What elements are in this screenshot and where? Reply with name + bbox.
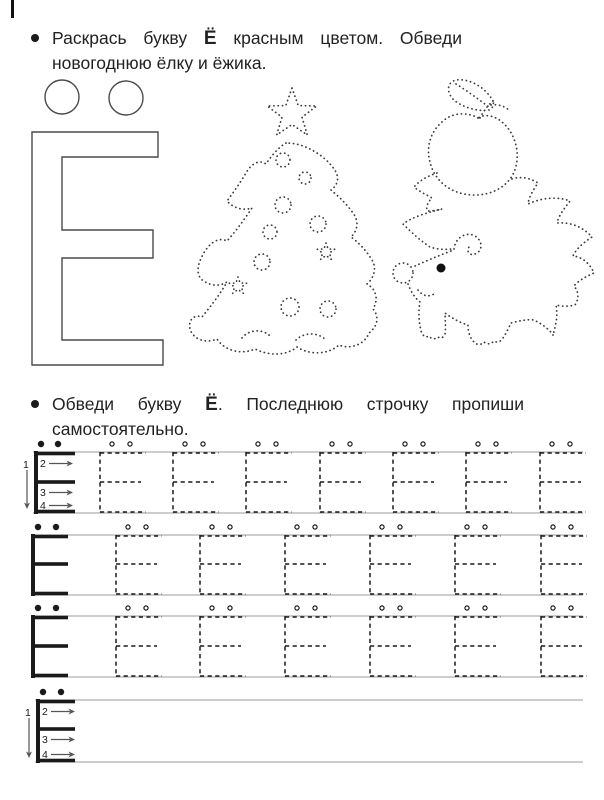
stroke-number: 1 [25,707,31,719]
trace-letter-yo [100,442,146,513]
model-umlaut-dot [40,689,46,695]
trace-umlaut-dot [313,606,317,610]
trace-umlaut-dot [380,525,384,529]
model-umlaut-dot [35,524,41,530]
model-umlaut-dot [53,605,59,611]
trace-letter-yo [540,442,586,513]
practice-row [25,689,583,763]
trace-umlaut-dot [348,442,352,446]
trace-umlaut-dot [465,606,469,610]
trace-umlaut-dot [274,442,278,446]
letter-yo-bold: Ё [203,28,217,49]
practice-row [31,524,587,596]
trace-umlaut-dot [126,606,130,610]
instruction-text: Обведи букву [52,394,206,414]
model-umlaut-dot [58,689,64,695]
trace-umlaut-dot [483,525,487,529]
trace-umlaut-dot [421,442,425,446]
instruction-text: красным цветом. Обведи [216,28,462,48]
stroke-number: 3 [42,734,48,746]
trace-umlaut-dot [144,606,148,610]
trace-umlaut-dot [569,525,573,529]
trace-umlaut-dot [126,525,130,529]
trace-letter-yo [320,442,366,513]
trace-letter-yo [370,606,416,677]
trace-umlaut-dot [568,442,572,446]
trace-umlaut-dot [256,442,260,446]
trace-umlaut-dot [398,525,402,529]
trace-letter-yo [173,442,219,513]
trace-umlaut-dot [295,525,299,529]
trace-umlaut-dot [476,442,480,446]
trace-letter-yo [466,442,512,513]
trace-umlaut-dot [551,606,555,610]
trace-umlaut-dot [201,442,205,446]
trace-umlaut-dot [295,606,299,610]
stroke-number: 2 [40,458,46,470]
model-umlaut-dot [55,441,61,447]
practice-row [23,441,586,514]
stroke-number: 1 [23,459,29,471]
trace-umlaut-dot [398,606,402,610]
trace-umlaut-dot [380,606,384,610]
instruction-line: новогоднюю ёлку и ёжика. [52,53,267,73]
trace-umlaut-dot [569,606,573,610]
practice-row [31,605,587,678]
trace-umlaut-dot [483,606,487,610]
stroke-number: 4 [42,749,48,761]
trace-umlaut-dot [313,525,317,529]
letter-yo-bold: Ё [205,394,218,415]
trace-letter-yo [393,442,439,513]
trace-umlaut-dot [228,525,232,529]
trace-umlaut-dot [144,525,148,529]
model-umlaut-dot [38,441,44,447]
stroke-number: 3 [40,487,46,499]
trace-umlaut-dot [465,525,469,529]
trace-letter-yo [285,606,331,677]
trace-umlaut-dot [210,606,214,610]
trace-umlaut-dot [183,442,187,446]
trace-umlaut-dot [228,606,232,610]
model-letter-yo [31,605,68,678]
stroke-number: 4 [40,500,46,512]
trace-umlaut-dot [210,525,214,529]
trace-umlaut-dot [494,442,498,446]
trace-umlaut-dot [551,525,555,529]
trace-letter-yo [541,606,587,677]
stroke-number: 2 [42,706,48,718]
trace-umlaut-dot [550,442,554,446]
instruction-text: . Последнюю строчку пропиши [217,394,524,414]
trace-letter-yo [246,442,292,513]
model-umlaut-dot [35,605,41,611]
trace-letter-yo [200,606,246,677]
trace-umlaut-dot [330,442,334,446]
trace-umlaut-dot [128,442,132,446]
trace-umlaut-dot [403,442,407,446]
trace-letter-yo [116,606,162,677]
model-umlaut-dot [53,524,59,530]
trace-letter-yo [455,606,501,677]
trace-umlaut-dot [110,442,114,446]
instruction-text: Раскрась букву [52,28,204,48]
instruction-line: самостоятельно. [52,419,189,439]
